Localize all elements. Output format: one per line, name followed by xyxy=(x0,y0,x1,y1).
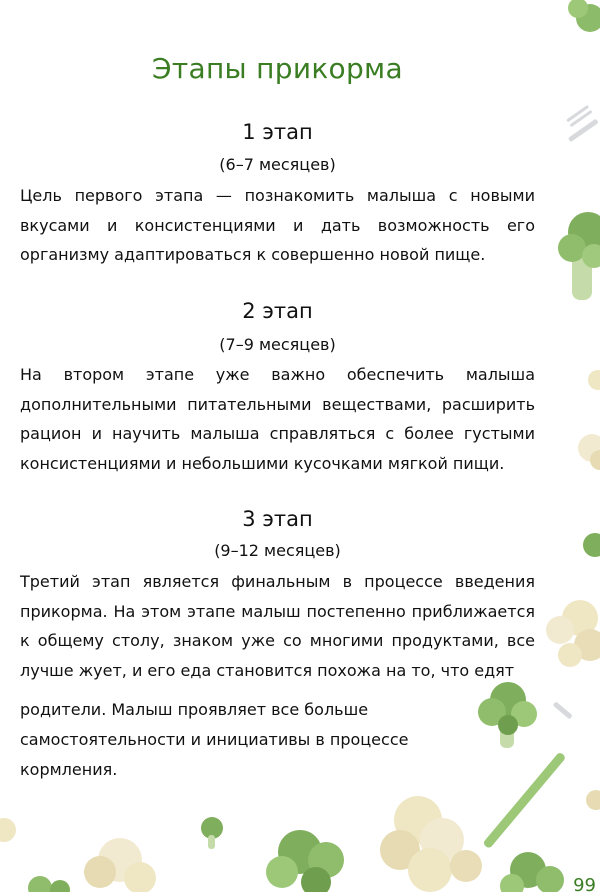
cauliflower-icon xyxy=(380,796,482,892)
cauliflower-icon xyxy=(0,818,156,892)
stage-2-age: (7–9 месяцев) xyxy=(219,335,336,354)
broccoli-icon xyxy=(266,830,344,892)
broccoli-icon xyxy=(478,682,537,748)
stage-3-heading: 3 этап xyxy=(242,507,313,531)
stage-2-heading: 2 этап xyxy=(242,299,313,323)
cauliflower-icon xyxy=(578,370,600,470)
page-number: 99 xyxy=(573,875,596,896)
stage-3-age: (9–12 месяцев) xyxy=(214,541,341,560)
stage-1-heading: 1 этап xyxy=(242,120,313,144)
cauliflower-icon xyxy=(546,600,600,667)
stage-3-text-part2: родители. Малыш проявляет все больше самостоятельности и инициативы в процессе кормления. xyxy=(20,700,409,779)
stage-1-age: (6–7 месяцев) xyxy=(219,155,336,174)
broccoli-icon xyxy=(558,212,600,300)
stage-2-text: На втором этапе уже важно обеспечить малыша дополнительными питательными веществами, расширить рацион и научить малыша справляться с более густыми консистенциями и небольшими кусочками мягкой пищи. xyxy=(20,365,535,473)
broccoli-icon xyxy=(568,0,600,32)
page-title: Этапы прикорма xyxy=(152,52,403,85)
fork-icon xyxy=(566,105,599,142)
stage-3-text-part1: Третий этап является финальным в процессе введения прикорма. На этом этапе малыш постепенно приближается к общему столу, знаком уже со многими продуктами, все лучше жует, и его еда становится похожа на то, что едят xyxy=(20,572,535,680)
broccoli-icon xyxy=(583,533,600,557)
stage-1-text: Цель первого этапа — познакомить малыша с новыми вкусами и консистенциями и дать возможность его организму адаптироваться к совершенно новой пище. xyxy=(20,186,535,264)
